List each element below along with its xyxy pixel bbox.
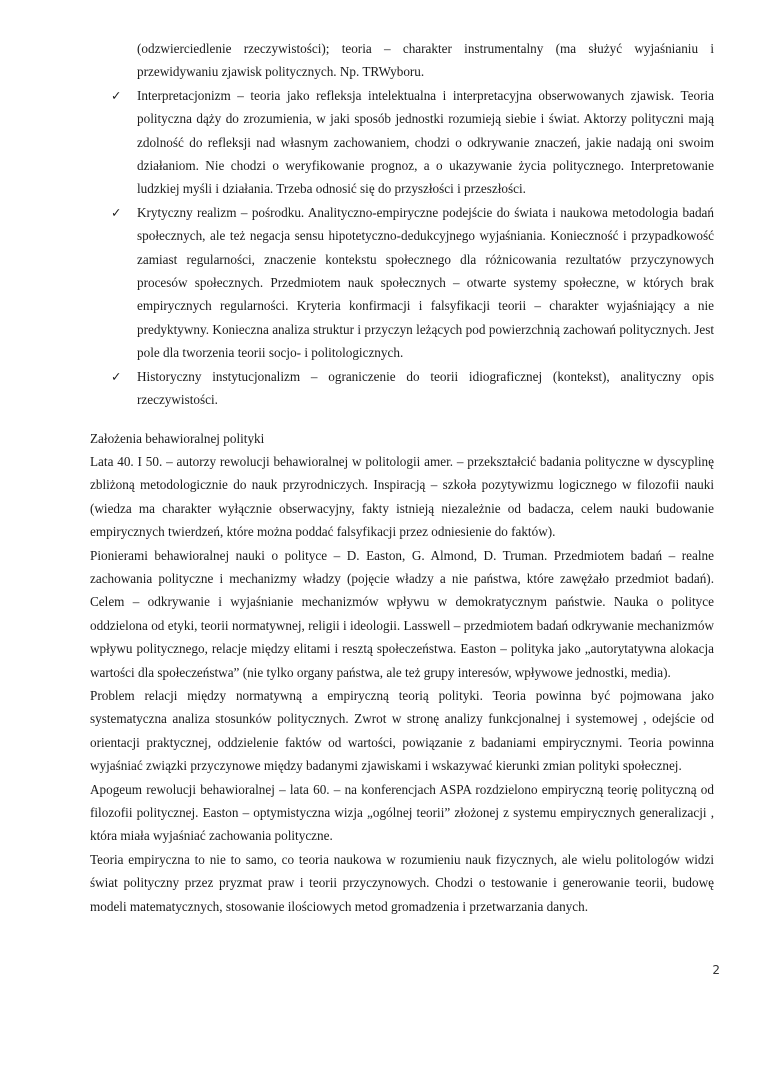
list-item-text: Interpretacjonizm – teoria jako refleksja intelektualna i interpretacyjna obserwowanych zjawisk. Teoria polityczna dąży do zrozumienia, w jaki sposób jednostki rozumieją siebie i świat. Aktorzy polityczni mają zdolność do refleksji nad własnym zachowaniem, chodzi o odkrywanie znaczeń, jakie nadają oni swoim działaniom. Nie chodzi o weryfikowanie prognoz, a o ukazywanie życia politycznego. Interpretowanie ludzkiej myśli i działania. Trzeba odnosić się do przyszłości i przeszłości. [137, 87, 714, 197]
body-paragraph: Apogeum rewolucji behawioralnej – lata 60. – na konferencjach ASPA rozdzielono empiryczną teorię polityczną od filozofii politycznej. Easton – optymistyczna wizja „ogólnej teorii” złożonej z systemu empirycznych generalizacji , która miała wyjaśniać zachowania polityczne. [90, 781, 714, 844]
list-item-text: Krytyczny realizm – pośrodku. Analityczno-empiryczne podejście do świata i naukowa metodologia badań społecznych, ale też negacja sensu hipotetyczno-dedukcyjnego wyjaśniania. Konieczność i przypadkowość zamiast regularności, znaczenie kontekstu społecznego dla różnicowania rezultatów przyczynowych procesów społecznych. Przedmiotem nauk społecznych – otwarte systemy społeczne, w których brak empirycznych regularności. Kryteria konfirmacji i falsyfikacji teorii – charakter wyjaśniający a nie predyktywny. Konieczna analiza struktur i przyczyn leżących pod powierzchnią zachowań politycznych. Jest pole dla tworzenia teorii socjo- i politologicznych. [137, 204, 714, 361]
continuation-paragraph: (odzwierciedlenie rzeczywistości); teoria – charakter instrumentalny (ma służyć wyjaśnianiu i przewidywaniu zjawisk politycznych. Np. TRWyboru. [137, 41, 714, 80]
body-paragraph: Pionierami behawioralnej nauki o polityce – D. Easton, G. Almond, D. Truman. Przedmiotem badań – realne zachowania polityczne i mechanizmy władzy (pojęcie władzy a nie państwa, które zawężało przedmiot badań). Celem – odkrywanie i wyjaśnianie mechanizmów wpływu w demokratycznym państwie. Nauka o polityce oddzielona od etyki, teorii normatywnej, religii i ideologii. Lasswell – przedmiotem badań odkrywanie mechanizmów wpływu politycznego, relacje między elitami i resztą społeczeństwa. Easton – polityka jako „autorytatywna alokacja wartości dla społeczeństwa” (nie tylko organy państwa, ale też grupy interesów, wpływowe jednostki, media). [90, 547, 714, 680]
section-heading: Założenia behawioralnej polityki [90, 430, 265, 446]
check-icon: ✓ [111, 368, 122, 384]
section-spacer [90, 412, 714, 427]
list-item [90, 365, 714, 412]
body-paragraph: Teoria empiryczna to nie to samo, co teoria naukowa w rozumieniu nauk fizycznych, ale wielu politologów widzi świat polityczny przez pryzmat praw i teorii przyczynowych. Chodzi o testowanie i generowanie teorii, budowę modeli matematycznych, stosowanie ilościowych metod gromadzenia i przetwarzania danych. [90, 851, 714, 914]
list-item [90, 201, 714, 365]
check-icon: ✓ [111, 87, 122, 103]
check-icon: ✓ [111, 204, 122, 220]
list-item-text: Historyczny instytucjonalizm – ograniczenie do teorii idiograficznej (kontekst), analityczny opis rzeczywistości. [137, 368, 714, 408]
body-paragraph: Problem relacji między normatywną a empiryczną teorią polityki. Teoria powinna być pojmowana jako systematyczna analiza stosunków politycznych. Zwrot w stronę analizy funkcjonalnej i systemowej , odejście od orientacji praktycznej, oddzielenie faktów od wartości, powiązanie z badaniami empirycznymi. Teoria powinna wyjaśniać związki przyczynowe między badanymi zjawiskami i wskazywać kierunki zmian polityki społecznej. [90, 687, 714, 774]
body-paragraph: Lata 40. I 50. – autorzy rewolucji behawioralnej w politologii amer. – przekształcić badania polityczne w dyscyplinę zbliżoną metodologicznie do nauk przyrodniczych. Inspiracją – szkoła pozytywizmu logicznego w filozofii nauki (wiedza ma charakter wyłącznie obserwacyjny, fakty istnieją niezależnie od badacza, celem nauki budowanie empirycznych twierdzeń, które można poddać falsyfikacji przez odniesienie do faktów). [90, 453, 714, 540]
list-item [90, 84, 714, 201]
page-content [90, 37, 714, 918]
page-number: 2 [712, 963, 720, 977]
checkmark-list [90, 84, 714, 412]
